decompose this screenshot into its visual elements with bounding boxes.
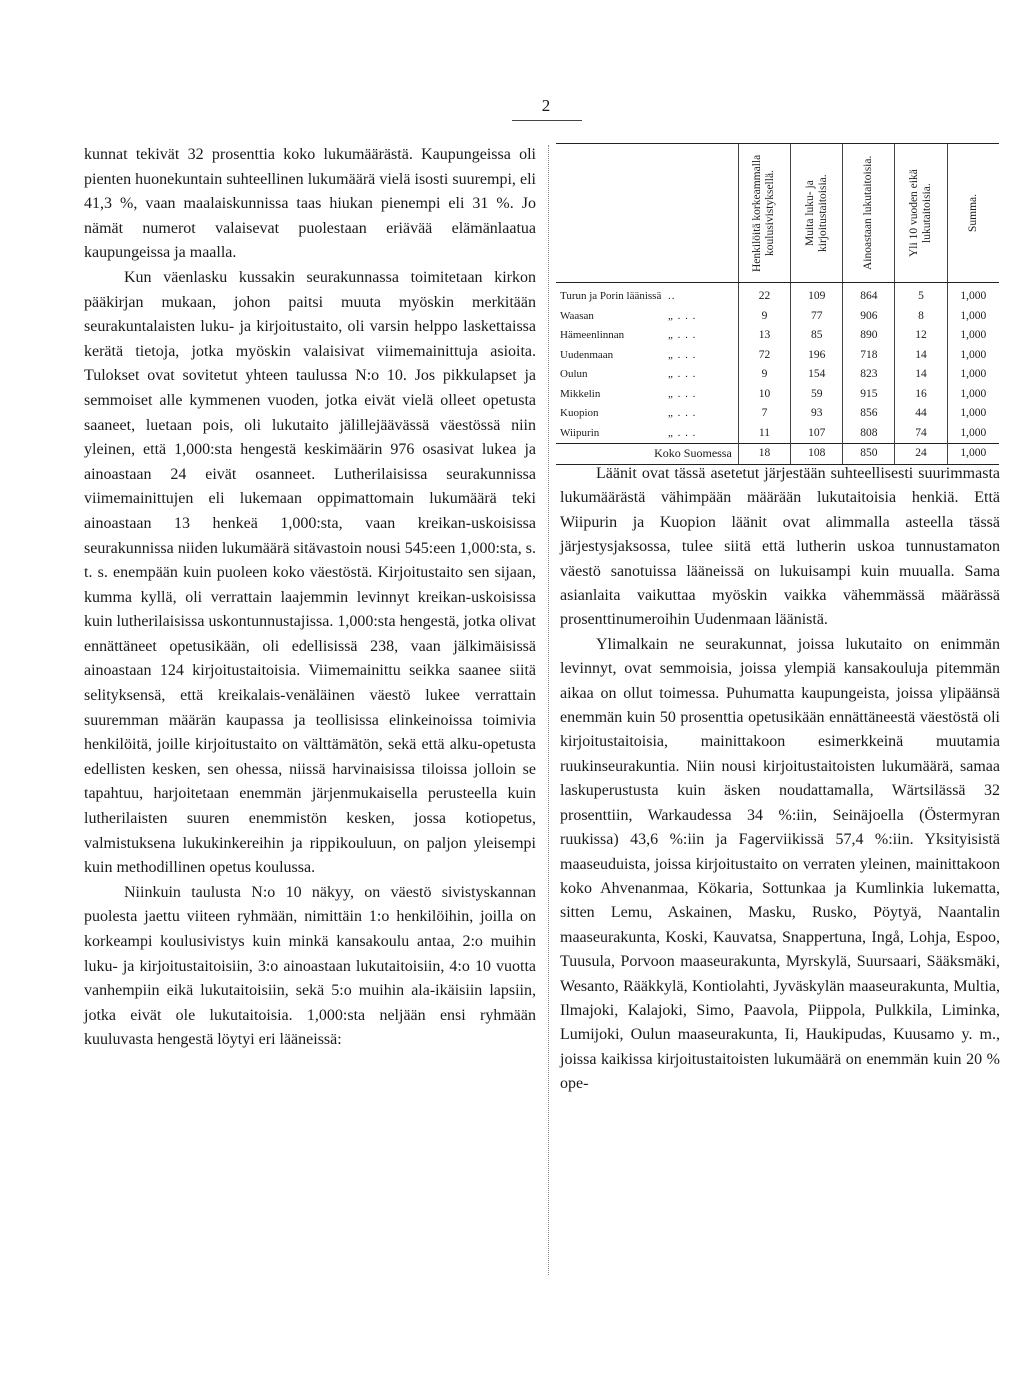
value-cell: 11: [738, 424, 790, 444]
ditto-mark: „ . . .: [668, 368, 697, 380]
total-value-cell: 850: [843, 444, 895, 465]
value-cell: 823: [843, 365, 895, 385]
region-cell: [556, 365, 738, 385]
region-cell: [556, 404, 738, 424]
header-sum: Summa.: [947, 144, 999, 283]
right-column: [560, 462, 1000, 1097]
value-cell: 864: [843, 283, 895, 307]
ditto-mark: „ . . .: [668, 426, 697, 439]
header-higher-education: Henkilöitä korkeammalla koulusivistyksellä.: [738, 144, 790, 283]
value-cell: 906: [843, 307, 895, 327]
ditto-mark: „ . . .: [668, 387, 697, 400]
value-cell: 74: [895, 424, 947, 444]
value-cell: 1,000: [947, 365, 999, 385]
header-read-write: Muita luku- ja kirjoitustaitoisia.: [791, 144, 843, 283]
total-value-cell: 18: [738, 444, 790, 465]
value-cell: 59: [791, 385, 843, 405]
value-cell: 8: [895, 307, 947, 327]
table-row: [556, 385, 999, 405]
left-paragraph-3: Niinkuin taulusta N:o 10 näkyy, on väestö sivistyskannan puolesta jaettu viiteen ryhmään, nimittäin 1:o henkilöihin, joilla on korkeampi koulusivistys kuin minkä kansakoulu antaa, 2:o muihin luku- ja kirjoitustaitoisiin, 3:o ainoastaan lukutaitoisiin, 4:o 10 vuotta vanhempiin eikä lukutaitoisiin, sekä 5:o muihin ala-ikäisiin lapsiin, jotka eivät ole lukutaitoisia. 1,000:sta neljään ensi ryhmään kuuluvasta hengestä löytyi eri lääneissä:: [84, 883, 536, 1049]
value-cell: 9: [738, 365, 790, 385]
value-cell: 1,000: [947, 424, 999, 444]
table-row: [556, 346, 999, 366]
value-cell: 196: [791, 346, 843, 366]
region-cell: [556, 346, 738, 366]
header-region: [556, 144, 738, 283]
table-row: [556, 326, 999, 346]
value-cell: 915: [843, 385, 895, 405]
value-cell: 808: [843, 424, 895, 444]
region-cell: [556, 424, 738, 444]
value-cell: 718: [843, 346, 895, 366]
value-cell: 109: [791, 283, 843, 307]
value-cell: 5: [895, 283, 947, 307]
value-cell: 93: [791, 404, 843, 424]
literacy-table: [556, 143, 999, 465]
region-cell: [556, 326, 738, 346]
value-cell: 72: [738, 346, 790, 366]
value-cell: 22: [738, 283, 790, 307]
region-label: Oulun: [560, 368, 588, 380]
value-cell: 7: [738, 404, 790, 424]
region-label: Hämeenlinnan: [560, 329, 625, 341]
column-divider: [548, 145, 549, 1275]
header-read-only: Ainoastaan lukutaitoisia.: [843, 144, 895, 283]
region-label: Mikkelin: [560, 387, 601, 400]
value-cell: 14: [895, 365, 947, 385]
left-paragraph-1: kunnat tekivät 32 prosenttia koko lukumäärästä. Kaupungeissa oli pienten huonekuntain suhteellinen lukumäärä vielä isosti suurempi, eli 41,3 %, vaan maalaiskunnissa taas hiukan pienempi eli 31 %. Jo nämät numerot valaisevat puolestaan eriävää elämänlaatua kaupungeissa ja maalla.: [84, 146, 536, 262]
region-label: Waasan: [560, 309, 594, 322]
ditto-mark: „ . . .: [668, 348, 697, 361]
table-row: [556, 424, 999, 444]
page-number: 2: [541, 96, 551, 115]
value-cell: 16: [895, 385, 947, 405]
region-label: Uudenmaan: [560, 348, 614, 361]
total-value-cell: 108: [791, 444, 843, 465]
value-cell: 1,000: [947, 346, 999, 366]
region-label: Kuopion: [560, 407, 599, 419]
value-cell: 1,000: [947, 385, 999, 405]
right-paragraph-2: Ylimalkain ne seurakunnat, joissa lukutaito on enimmän levinnyt, ovat semmoisia, joissa ylempiä kansakouluja pitemmän aikaa on ollut toimessa. Puhumatta kaupungeista, joissa ylipäänsä enemmän kuin 50 prosenttia opetusikään ennättäneestä väestöstä oli kirjoitustaitoisia, mainittakoon esimerkkeinä muutamia ruukinseurakuntia. Niin nousi kirjoitustaitoisten lukumäärä, samaa laskuperustusta kuin äsken noudattamalla, Wärtsilässä 32 prosenttiin, Warkaudessa 34 %:iin, Seinäjoella (Östermyran ruukissa) 43,6 %:iin ja Fagerviikissä 57,4 %:iin. Yksityisistä maaseuduista, joissa kirjoitustaito on verraten yleinen, mainittakoon koko Ahvenanmaa, Kökaria, Sottunkaa ja Kumlinkia lukematta, sitten Lemu, Askainen, Masku, Rusko, Pöytyä, Naantalin maaseurakunta, Koski, Kauvatsa, Snappertuna, Ingå, Lohja, Espoo, Tuusula, Porvoon maaseurakunta, Myrskylä, Suursaari, Sääksmäki, Wesanto, Rääkkylä, Kontiolahti, Jyväskylän maaseurakunta, Multia, Ilmajoki, Kalajoki, Simo, Paavola, Piippola, Pulkkila, Liminka, Lumijoki, Oulun maaseurakunta, Ii, Haukipudas, Kuusamo y. m., joissa kaikissa kirjoitustaitoisten lukumäärä on enemmän kuin 20 % ope-: [560, 635, 1000, 1093]
ditto-mark: „ . . .: [668, 407, 697, 419]
table-row: [556, 404, 999, 424]
value-cell: 13: [738, 326, 790, 346]
table-row: [556, 365, 999, 385]
value-cell: 107: [791, 424, 843, 444]
table-row: [556, 283, 999, 307]
region-cell: [556, 385, 738, 405]
region-label: Turun ja Porin läänissä: [560, 290, 662, 302]
value-cell: 856: [843, 404, 895, 424]
table-header-row: [556, 144, 999, 283]
total-value-cell: 1,000: [947, 444, 999, 465]
total-row: [556, 444, 999, 465]
value-cell: 77: [791, 307, 843, 327]
total-label: Koko Suomessa: [556, 444, 738, 465]
left-column: [84, 143, 536, 1053]
value-cell: 14: [895, 346, 947, 366]
ditto-mark: ..: [668, 290, 676, 302]
value-cell: 85: [791, 326, 843, 346]
value-cell: 10: [738, 385, 790, 405]
value-cell: 9: [738, 307, 790, 327]
total-value-cell: 24: [895, 444, 947, 465]
header-illiterate: Yli 10 vuoden eikä lukutaitoisia.: [895, 144, 947, 283]
page-number-rule: [512, 120, 582, 121]
left-paragraph-2: Kun väenlasku kussakin seurakunnassa toimitetaan kirkon pääkirjan mukaan, johon paitsi muuta myöskin merkitään seurakuntalaisten luku- ja kirjoitustaito, oli varsin helppo laskettaissa kerätä tietoja, jotka myöskin valaisivat viimemainittuja asioita. Tulokset ovat sovitetut yhteen taulussa N:o 10. Jos pikkulapset ja semmoiset alle kymmenen vuoden, jotka eivät vielä olleet opetusta saaneet, luetaan pois, oli lukutaito jälillejäävässä väestössä niin yleinen, että 1,000:sta hengestä keskimäärin 976 osasivat lukea ja ainoastaan 24 eivät osanneet. Lutherilaisissa seurakunnissa viimemainittujen eli lukemaan oppimattomain lukumäärä teki ainoastaan 13 henkeä 1,000:sta, vaan kreikan-uskoisissa seurakunnissa niiden lukumäärä sitävastoin nousi 545:een 1,000:sta, s. t. s. enempään kuin puoleen koko väestöstä. Kirjoitustaito sen sijaan, kumma kyllä, oli verrattain laajemmin levinnyt kreikan-uskoisissa kuin lutherilaisissa uskontunnustajissa. 1,000:sta hengestä, jotka olivat ennättäneet opetusikään, oli edellisissä 238, vaan jälkimäisissä ainoastaan 124 kirjoitustaitoisia. Viimemainittu seikka saanee siitä selityksensä, että kreikalais-venäläinen väestö lukee verrattain suuremman määrän kaupassa ja teollisissa elinkeinoissa toimivia henkilöitä, joille kirjoitustaito on välttämätön, sekä että alku-opetusta edellisten kesken, sen ohessa, niissä harvinaisissa tiloissa jolloin se tapahtuu, harjoitetaan enemmän järjenmukaisella perusteella kuin lutherilaisten suuren enemmistön kesken, jossa kotiopetus, valmistuksena lukukinkereihin ja rippikouluun, on paljon yleisempi kuin methodillinen opetus koulussa.: [84, 268, 536, 877]
region-label: Wiipurin: [560, 426, 600, 439]
value-cell: 1,000: [947, 283, 999, 307]
right-paragraph-1: Läänit ovat tässä asetetut järjestään suhteellisesti suurimmasta lukumäärästä vähimpään määrään lukutaitoisia henkiä. Että Wiipurin ja Kuopion läänit ovat alimmalla asteella tässä järjestysjaksossa, tulee siitä että lutherin uskoa tunnustamaton väestö sanotuissa lääneissä on lukuisampi kuin muualla. Sama asianlaita vaikuttaa myöskin vaikka vähemmässä määrässä prosenttinumeroihin Uudenmaan läänistä.: [560, 465, 1000, 629]
value-cell: 890: [843, 326, 895, 346]
region-cell: [556, 283, 738, 307]
value-cell: 154: [791, 365, 843, 385]
ditto-mark: „ . . .: [668, 309, 697, 322]
value-cell: 1,000: [947, 326, 999, 346]
table-row: [556, 307, 999, 327]
value-cell: 12: [895, 326, 947, 346]
value-cell: 1,000: [947, 404, 999, 424]
value-cell: 1,000: [947, 307, 999, 327]
value-cell: 44: [895, 404, 947, 424]
ditto-mark: „ . . .: [668, 329, 697, 341]
region-cell: [556, 307, 738, 327]
